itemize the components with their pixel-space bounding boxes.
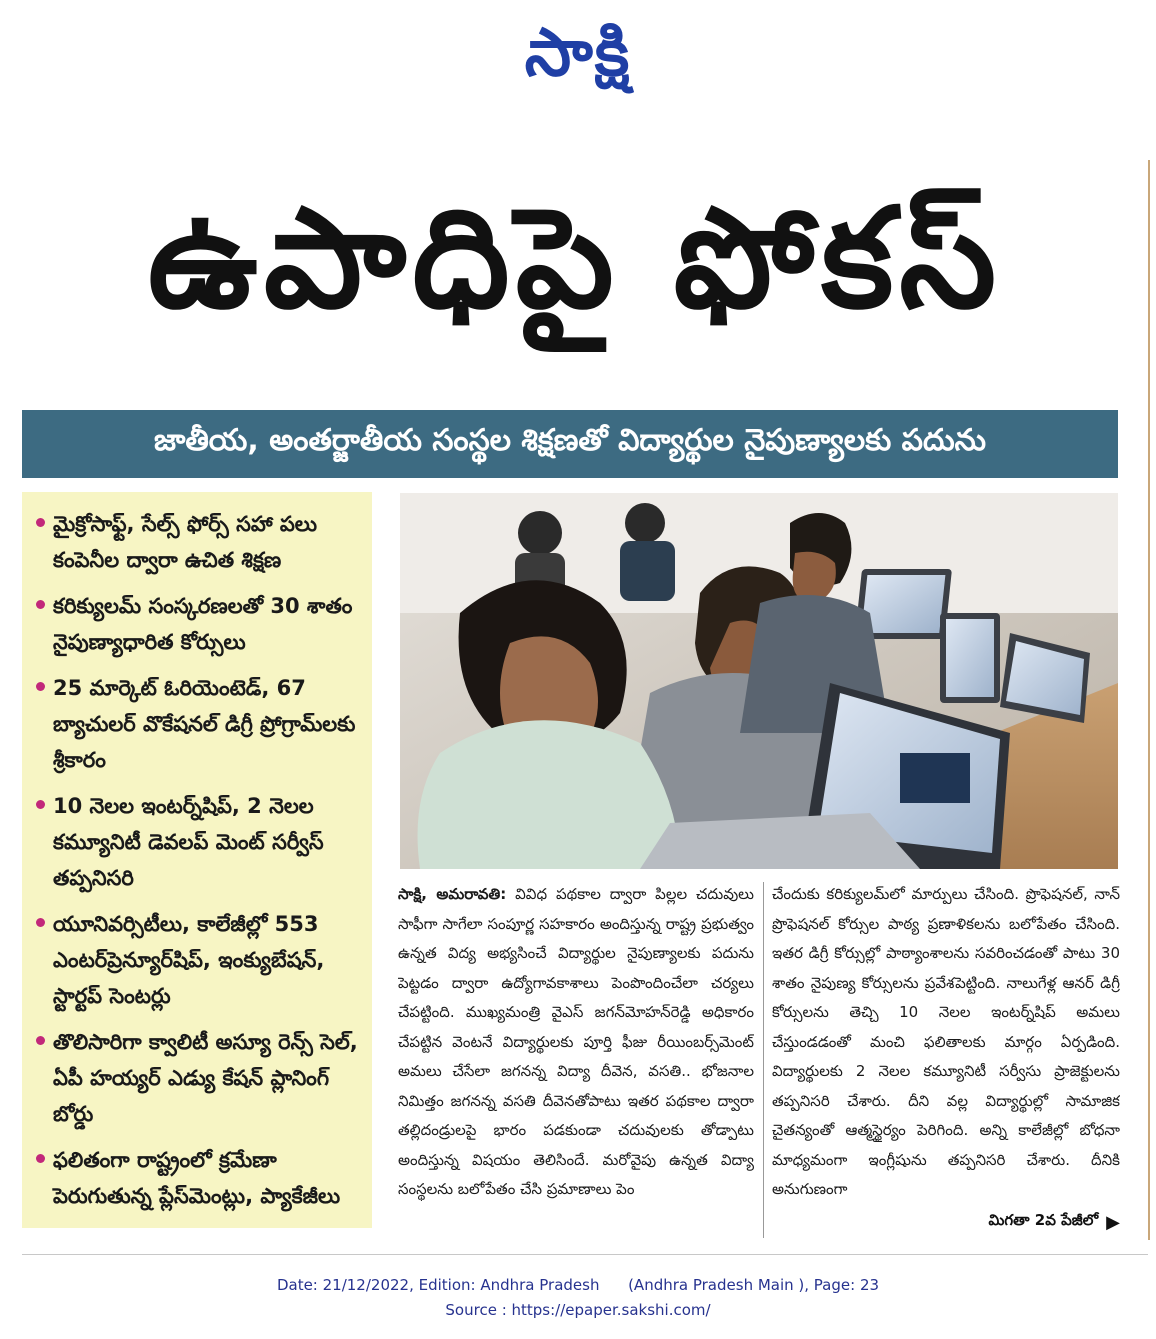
footer-edition-info: Date: 21/12/2022, Edition: Andhra Pradesh (Andhra Pradesh Main ), Page: 23 — [276, 1276, 880, 1294]
subheadline-text: జాతీయ, అంతర్జాతీయ సంస్థల శిక్షణతో విద్యార్థుల నైపుణ్యాలకు పదును — [153, 423, 987, 458]
highlight-item: మైక్రోసాఫ్ట్, సేల్స్ ఫోర్స్ సహా పలు కంపెనీల ద్వారా ఉచిత శిక్షణ — [32, 506, 362, 578]
page-edge-rule — [1148, 160, 1150, 1240]
bullet-dot-icon — [36, 682, 45, 691]
bullet-dot-icon — [36, 518, 45, 527]
highlight-item: కరిక్యులమ్ సంస్కరణలతో 30 శాతం నైపుణ్యాధారిత కోర్సులు — [32, 588, 362, 660]
bullet-dot-icon — [36, 800, 45, 809]
headline-text: ఉపాధిపై ఫోకస్ — [147, 177, 1003, 339]
headline — [20, 150, 1130, 400]
newspaper-logo — [0, 12, 1156, 108]
footer-divider — [22, 1254, 1148, 1255]
highlights-box — [22, 492, 372, 1228]
article-column-1 — [398, 880, 754, 1240]
article-dateline: సాక్షి, అమరావతి: — [398, 885, 507, 903]
column-divider — [763, 882, 764, 1238]
subheadline-band — [22, 410, 1118, 478]
continued-label: మిగతా 2వ పేజీలో — [988, 1211, 1099, 1229]
bullet-dot-icon — [36, 600, 45, 609]
highlight-item: తొలిసారిగా క్వాలిటీ అస్యూ రెన్స్ సెల్, ఏపీ హయ్యర్ ఎడ్యు కేషన్ ప్లానింగ్ బోర్డు — [32, 1024, 362, 1132]
bullet-dot-icon — [36, 1154, 45, 1163]
article-col2-text: చేందుకు కరిక్యులమ్‌లో మార్పులు చేసింది. ప్రొఫెషనల్, నాన్ ప్రొఫెషనల్ కోర్సుల పాఠ్య ప్రణాళికలను బలోపేతం చేసింది. ఇతర డిగ్రీ కోర్సుల్లో పాఠ్యాంశాలను సవరించడంతో పాటు 30 శాతం నైపుణ్య కోర్సులను ప్రవేశపెట్టింది. నాలుగేళ్ల ఆనర్ డిగ్రీ కోర్సులను తెచ్చి 10 నెలల ఇంటర్న్‌షిప్ అమలు చేస్తుండడంతో మంచి ఫలితాలకు మార్గం ఏర్పడింది. విద్యార్థులకు 2 నెలల కమ్యూనిటీ సర్వీసు ప్రాజెక్టులను తప్పనిసరి చేశారు. దీని వల్ల విద్యార్థుల్లో సామాజిక చైతన్యంతో ఆత్మస్థైర్యం పెరిగింది. అన్ని కాలేజీల్లో బోధనా మాధ్యమంగా ఇంగ్లీషును తప్పనిసరి చేశారు. దీనికి అనుగుణంగా — [772, 885, 1120, 1198]
footer-source-link[interactable]: Source : https://epaper.sakshi.com/ — [445, 1301, 711, 1319]
students-laptops-photo — [400, 493, 1118, 869]
bullet-dot-icon — [36, 1036, 45, 1045]
bullet-dot-icon — [36, 918, 45, 927]
article-column-2 — [772, 880, 1120, 1240]
continued-on-page[interactable] — [930, 1209, 1120, 1235]
logo-text: సాక్షి — [524, 13, 632, 91]
highlight-item: ఫలితంగా రాష్ట్రంలో క్రమేణా పెరుగుతున్న ప్లేస్‌మెంట్లు, ప్యాకేజీలు — [32, 1142, 362, 1214]
play-arrow-icon: ▶ — [1106, 1211, 1120, 1233]
article-col1-text: వివిధ పథకాల ద్వారా పిల్లల చదువులు సాఫీగా సాగేలా సంపూర్ణ సహకారం అందిస్తున్న రాష్ట్ర ప్రభుత్వం ఉన్నత విద్య అభ్యసించే విద్యార్థుల నైపుణ్యాలకు పదును పెట్టడం ద్వారా ఉద్యోగావకాశాలు పెంపొందించేలా చర్యలు చేపట్టింది. ముఖ్యమంత్రి వైఎస్ జగన్‌మోహన్‌రెడ్డి అధికారం చేపట్టిన వెంటనే విద్యార్థులకు పూర్తి ఫీజు రీయింబర్స్‌మెంట్ అమలు చేసేలా జగనన్న విద్యా దీవెన, వసతి.. భోజనాల నిమిత్తం జగనన్న వసతి దీవెనతోపాటు ఇతర పథకాల ద్వారా తల్లిదండ్రులపై భారం పడకుండా చదువులకు తోడ్పాటు అందిస్తున్న విషయం తెలిసిందే. మరోవైపు ఉన్నత విద్యా సంస్థలను బలోపేతం చేసి ప్రమాణాలు పెం — [398, 885, 754, 1198]
highlight-item: యూనివర్సిటీలు, కాలేజీల్లో 553 ఎంటర్‌ప్రెన్యూర్‌షిప్, ఇంక్యుబేషన్, స్టార్టప్ సెంటర్లు — [32, 906, 362, 1014]
highlight-item: 10 నెలల ఇంటర్న్‌షిప్, 2 నెలల కమ్యూనిటీ డెవలప్ మెంట్ సర్వీస్ తప్పనిసరి — [32, 788, 362, 896]
photo-illustration — [400, 493, 1118, 869]
highlight-item: 25 మార్కెట్ ఓరియెంటెడ్, 67 బ్యాచులర్ వొకేషనల్ డిగ్రీ ప్రోగ్రామ్‌లకు శ్రీకారం — [32, 670, 362, 778]
